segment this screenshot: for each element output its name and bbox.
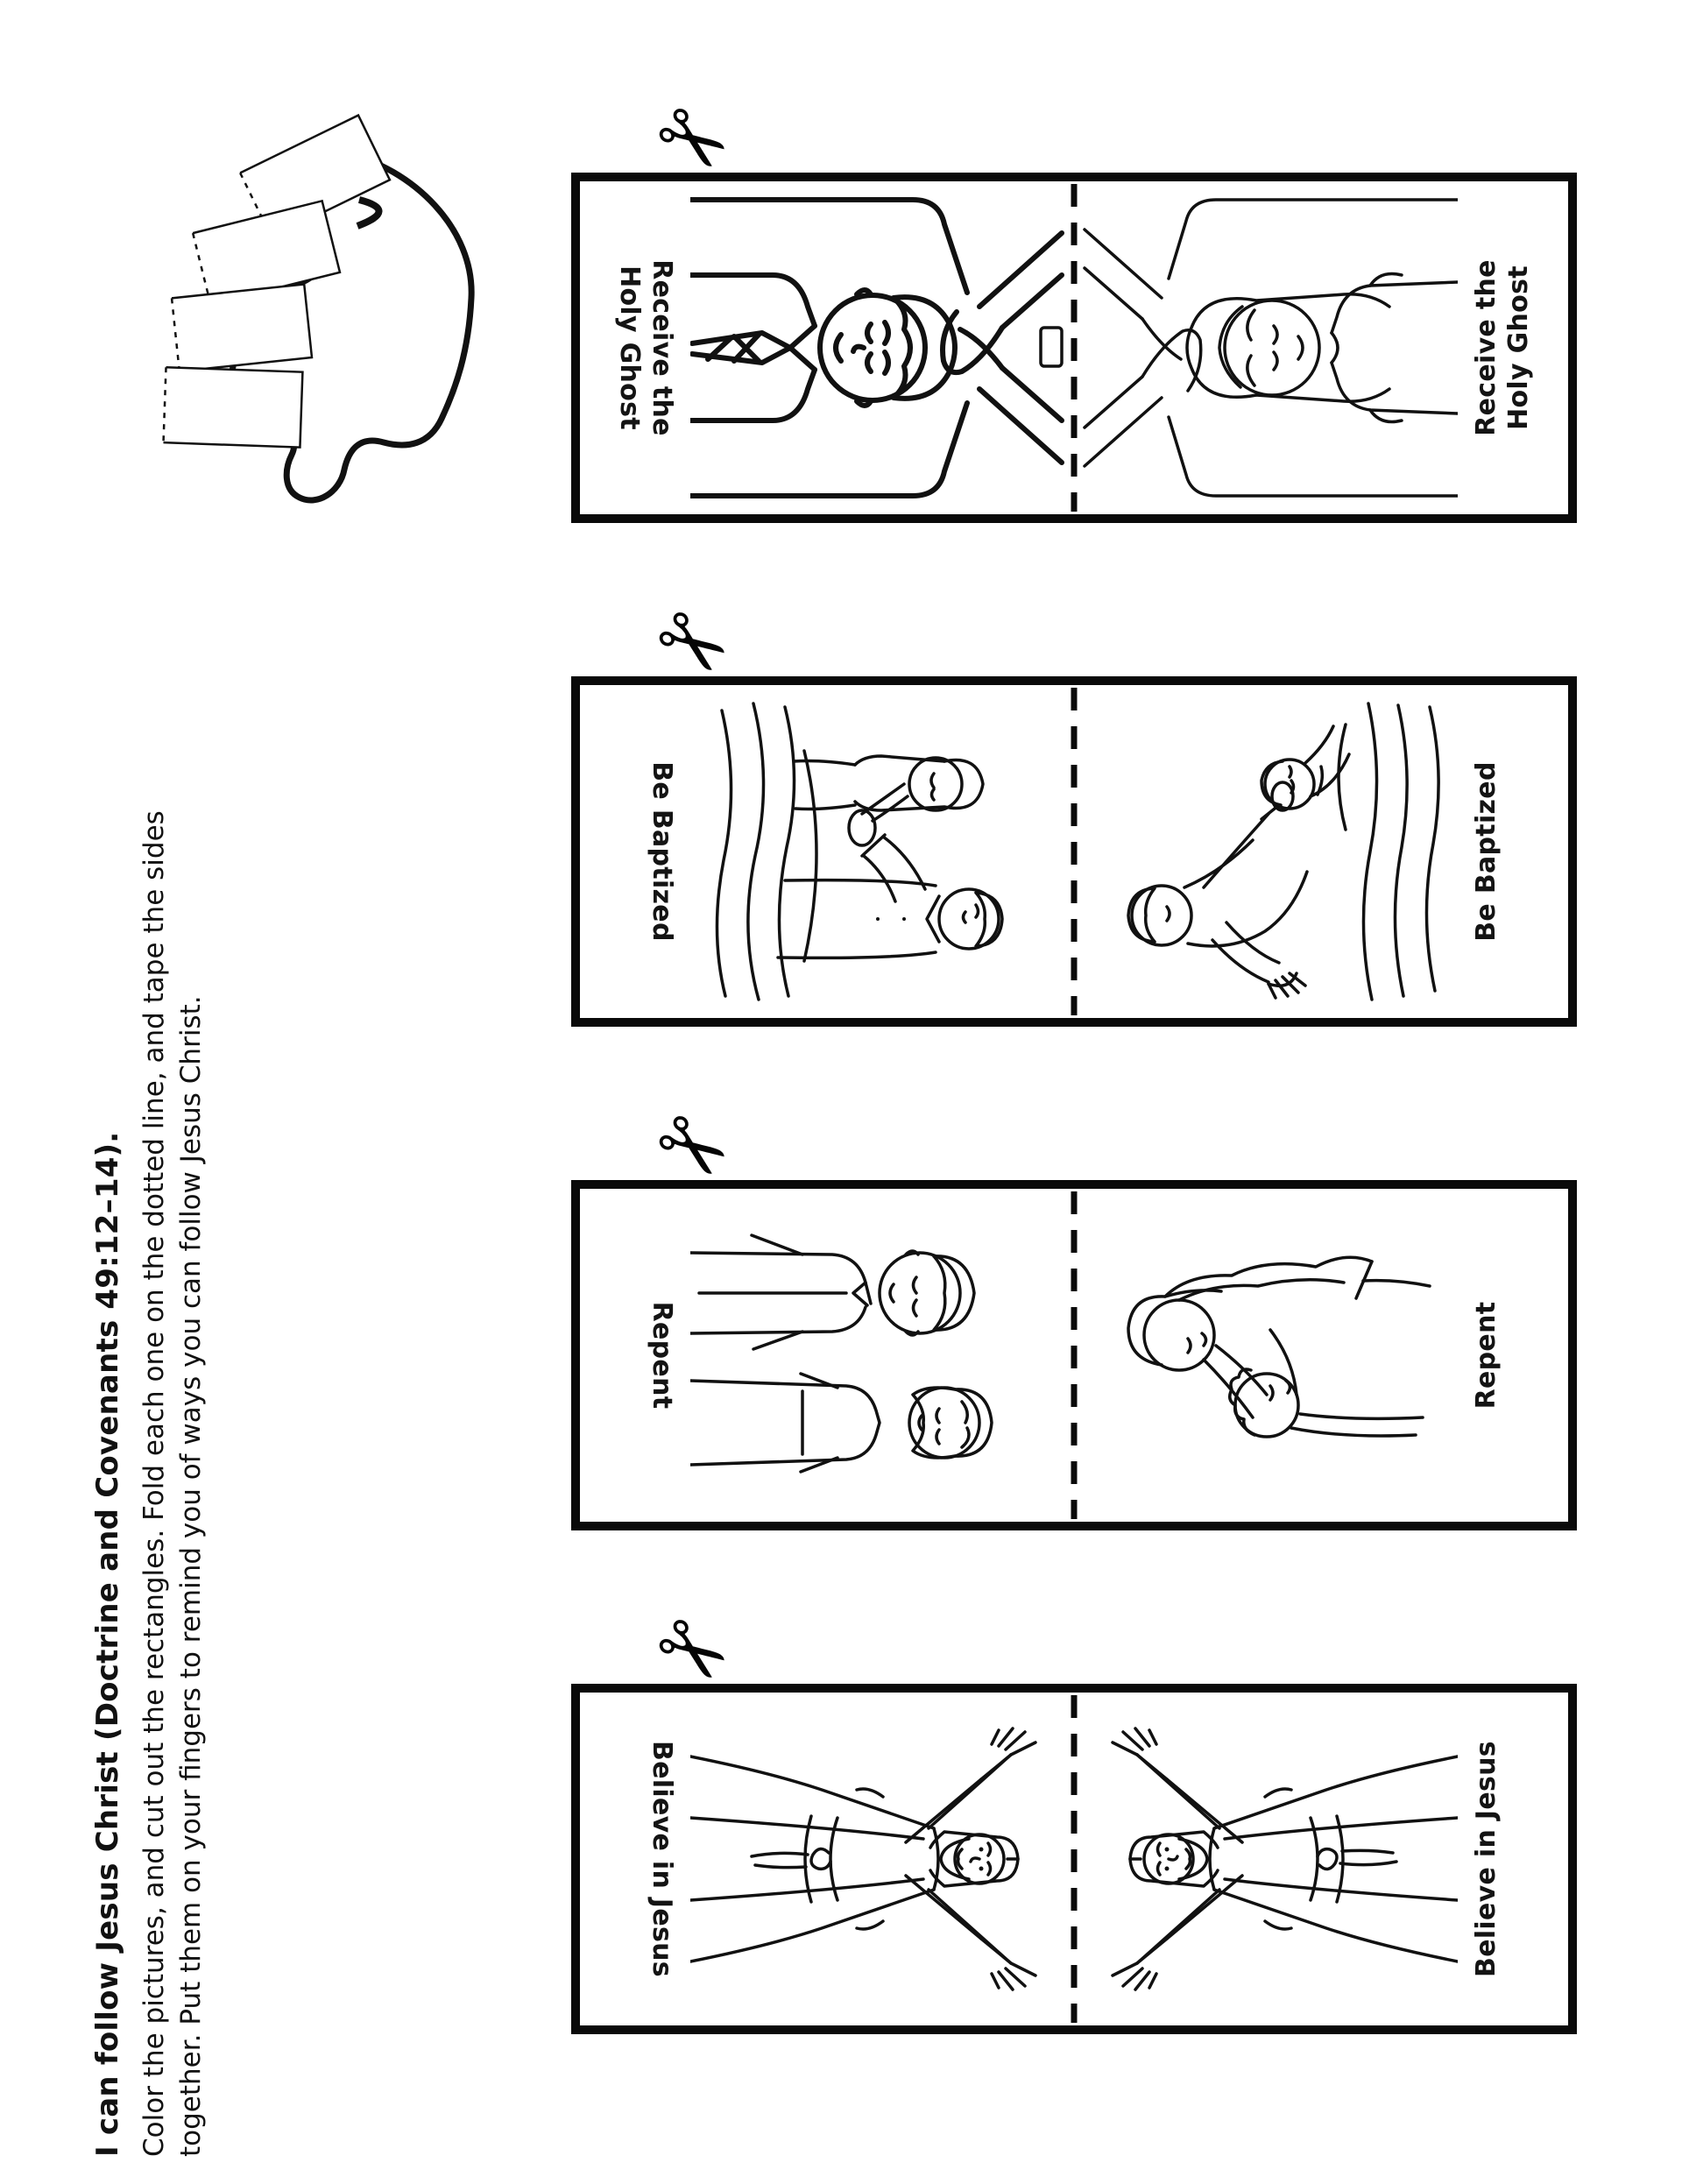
instructions-line: Color the pictures, and cut out the rectangles. Fold each one on the dotted line, and tape the sides [138,810,170,2157]
cutout-strip-repent [571,1088,1577,1530]
illustration-confirmation-girl [1081,194,1458,501]
scissors-icon: ✂ [634,81,750,201]
strip-left-panel [580,685,1074,1018]
strip-label: Receive the Holy Ghost [1471,259,1534,436]
strip-label: Be Baptized [1471,761,1502,942]
instructions-line: together. Put them on your fingers to remind you of ways you can follow Jesus Christ. [175,995,207,2157]
cutout-strip-be-baptized [571,584,1577,1027]
strip-left-panel [580,181,1074,514]
strip-left-panel [580,1693,1074,2025]
cutout-strip-receive-the-holy-ghost [571,81,1577,523]
strip-label: Be Baptized [647,761,677,942]
strip-label: Repent [647,1301,677,1410]
illustration-children-standing [690,1202,1067,1509]
illustration-confirmation-boy [690,194,1067,501]
illustration-children-hugging [1081,1202,1458,1509]
strip-right-panel [1074,181,1568,514]
strip-label: Believe in Jesus [647,1741,677,1977]
illustration-jesus-arms-raised [690,1706,1067,2012]
instructions-block [90,532,209,2157]
strip-label: Believe in Jesus [1471,1741,1502,1977]
hand-with-finger-puppets-illustration [81,72,501,519]
page-title: I can follow Jesus Christ (Doctrine and Covenants 49:12–14). [90,1131,125,2157]
strip-label: Receive the Holy Ghost [614,259,677,436]
scissors-icon: ✂ [634,1592,750,1713]
strip-left-panel [580,1189,1074,1522]
illustration-baptism-boy [1081,698,1458,1005]
illustration-baptism-girl [690,698,1067,1005]
scissors-icon: ✂ [634,584,750,705]
strip-right-panel [1074,1693,1568,2025]
cutout-strip-believe-in-jesus [571,1592,1577,2034]
scissors-icon: ✂ [634,1088,750,1209]
strip-label: Repent [1471,1301,1502,1410]
illustration-jesus-arms-raised [1081,1706,1458,2012]
strip-right-panel [1074,685,1568,1018]
strip-right-panel [1074,1189,1568,1522]
